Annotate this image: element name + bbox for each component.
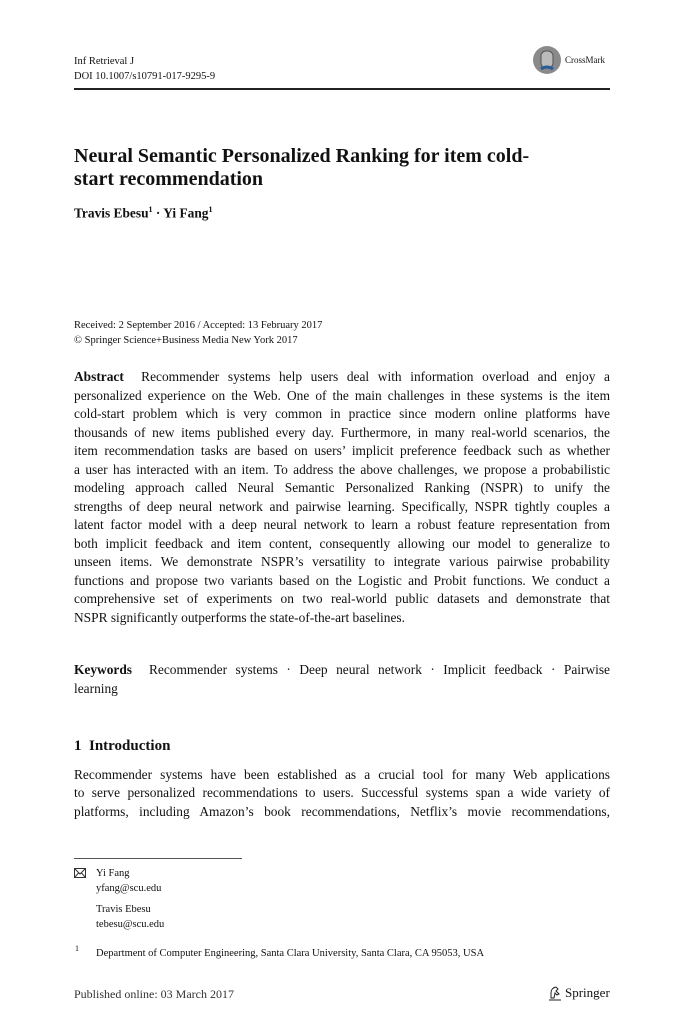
published-date: Published online: 03 March 2017 xyxy=(74,987,234,1001)
author-name: Yi Fang xyxy=(163,205,209,221)
doi: DOI 10.1007/s10791-017-9295-9 xyxy=(74,71,216,82)
affiliation-text: Department of Computer Engineering, Santa Clara University, Santa Clara, CA 95053, USA xyxy=(96,948,485,959)
envelope-icon xyxy=(74,868,86,878)
abstract-line: latent factor model with a deep neural network to learn a robust feature representation from xyxy=(74,517,610,532)
copyright: © Springer Science+Business Media New York 2017 xyxy=(74,335,298,346)
abstract-line: unseen items. We demonstrate NSPR’s versatility to integrate various pairwise probability xyxy=(74,554,610,569)
author-separator: · xyxy=(155,205,161,221)
corr-author-email[interactable]: yfang@scu.edu xyxy=(96,883,162,894)
abstract-label: Abstract xyxy=(74,369,124,384)
abstract-line: item recommendation tasks are based on users’ implicit preference feedback such as whether xyxy=(74,443,610,458)
journal-name: Inf Retrieval J xyxy=(74,56,135,67)
corr-author-name: Yi Fang xyxy=(96,868,130,879)
keywords-text: Recommender systems · Deep neural network · Implicit feedback · Pairwise xyxy=(148,662,610,677)
correspondence xyxy=(96,866,164,932)
section-heading: 1 Introduction xyxy=(74,738,171,754)
title-line: start recommendation xyxy=(74,168,264,190)
article-history xyxy=(74,318,322,348)
abstract-line xyxy=(74,368,610,386)
authors xyxy=(74,205,212,221)
author-email[interactable]: tebesu@scu.edu xyxy=(96,919,165,930)
publisher-name: Springer xyxy=(565,985,610,1000)
abstract-line: comprehensive set of experiments on two real-world public datasets and demonstrate that xyxy=(74,591,610,606)
abstract-line: NSPR significantly outperforms the state-of-the-art baselines. xyxy=(74,609,405,625)
footnote-rule xyxy=(74,858,242,859)
abstract-line: modeling approach called Neural Semantic Personalized Ranking (NSPR) to unify the xyxy=(74,480,610,495)
running-header xyxy=(74,54,215,84)
springer-logo xyxy=(548,985,610,1001)
keywords-line xyxy=(74,661,610,679)
abstract-line: functions and propose two variants based on the Logistic and Probit functions. We conduct a xyxy=(74,572,610,588)
header-rule xyxy=(74,88,610,90)
abstract-line: strengths of deep neural network and pairwise learning. Specifically, NSPR tightly couples a xyxy=(74,498,610,514)
crossmark-label: CrossMark xyxy=(565,55,605,65)
abstract-line: a user has interacted with an item. To address the above challenges, we propose a probabilistic xyxy=(74,461,610,477)
intro-line: to serve personalized recommendations to users. Successful systems span a wide variety of xyxy=(74,785,610,800)
abstract-line: thousands of new items published every day. Furthermore, in many real-world scenarios, the xyxy=(74,424,610,440)
affiliation-mark: 1 xyxy=(208,205,213,214)
paper-title xyxy=(74,145,529,191)
intro-line: platforms, including Amazon’s book recommendations, Netflix’s movie recommendations, xyxy=(74,804,610,819)
dates: Received: 2 September 2016 / Accepted: 13 February 2017 xyxy=(74,320,323,331)
springer-knight-icon xyxy=(548,985,562,1001)
crossmark-icon xyxy=(532,45,562,75)
crossmark-badge[interactable] xyxy=(532,45,605,75)
author-name: Travis Ebesu xyxy=(96,904,151,915)
affiliation-mark: 1 xyxy=(148,205,153,214)
title-line: Neural Semantic Personalized Ranking for item cold- xyxy=(74,145,530,167)
abstract-line: both implicit feedback and item content, consequently allowing our model to generalize to xyxy=(74,535,610,551)
keywords-line: learning xyxy=(74,681,118,696)
intro-line: Recommender systems have been established as a crucial tool for many Web applications xyxy=(74,767,610,782)
abstract-text: Recommender systems help users deal with information overload and enjoy a xyxy=(141,369,610,384)
affiliation-number: 1 xyxy=(75,944,79,953)
abstract-line: personalized experience on the Web. One of the main challenges in these systems is the item xyxy=(74,387,610,403)
keywords-label: Keywords xyxy=(74,662,133,677)
author-name: Travis Ebesu xyxy=(74,205,149,221)
abstract-line: cold-start problem which is very common in practice since modern online platforms have xyxy=(74,406,610,421)
